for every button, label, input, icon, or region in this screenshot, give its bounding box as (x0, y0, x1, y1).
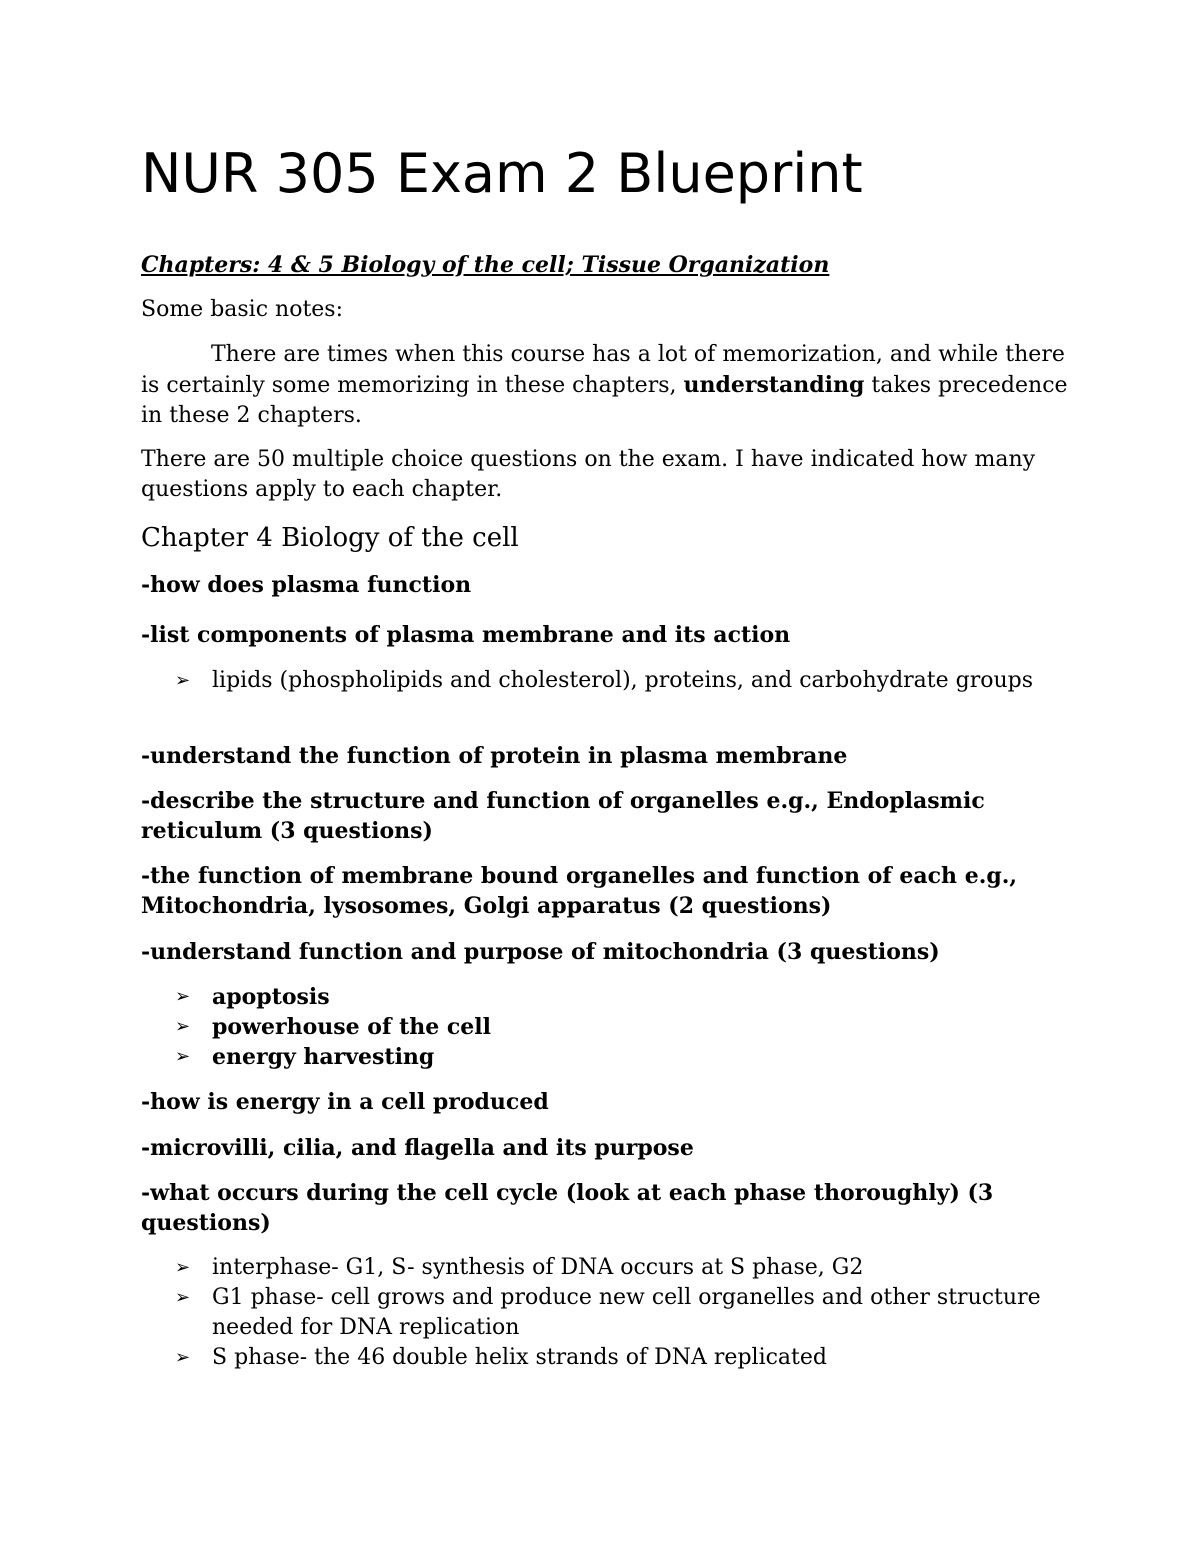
arrowhead-bullet-icon: ➢ (175, 1287, 191, 1308)
list-item-text: apoptosis (212, 984, 330, 1010)
plasma-components-list (175, 666, 1065, 696)
intro-emphasis: understanding (683, 372, 865, 398)
basic-notes-label: Some basic notes: (141, 297, 344, 322)
intro-text-2: takes precedence in these 2 chapters. (141, 373, 1068, 428)
arrowhead-bullet-icon: ➢ (175, 1016, 191, 1037)
topic-cell-cycle: -what occurs during the cell cycle (look at each phase thoroughly) (3 questions) (141, 1180, 994, 1236)
arrowhead-bullet-icon: ➢ (175, 986, 191, 1007)
chapters-subtitle: Chapters: 4 & 5 Biology of the cell; Tissue Organization (141, 252, 830, 278)
topic-plasma-components: -list components of plasma membrane and its action (141, 622, 791, 648)
list-item-text: interphase- G1, S- synthesis of DNA occurs at S phase, G2 (212, 1255, 864, 1280)
topic-plasma-function: -how does plasma function (141, 572, 472, 598)
arrowhead-bullet-icon: ➢ (175, 670, 191, 691)
list-item (175, 982, 1065, 1012)
list-item (175, 1012, 1065, 1042)
topic-energy-production: -how is energy in a cell produced (141, 1089, 549, 1115)
list-item (175, 1042, 1065, 1072)
questions-note: There are 50 multiple choice questions on the exam. I have indicated how many questions apply to each chapter. (141, 447, 1036, 502)
list-item (175, 1253, 1065, 1283)
list-item-text: lipids (phospholipids and cholesterol), proteins, and carbohydrate groups (212, 668, 1034, 693)
list-item (175, 666, 1065, 696)
list-item (175, 1343, 1065, 1373)
topic-microvilli: -microvilli, cilia, and flagella and its purpose (141, 1135, 694, 1161)
intro-paragraph (141, 340, 1071, 431)
arrowhead-bullet-icon: ➢ (175, 1046, 191, 1067)
arrowhead-bullet-icon: ➢ (175, 1257, 191, 1278)
topic-organelles-structure: -describe the structure and function of organelles e.g., Endoplasmic reticulum (3 questions) (141, 788, 985, 844)
topic-mitochondria: -understand function and purpose of mitochondria (3 questions) (141, 939, 940, 965)
list-item-text: powerhouse of the cell (212, 1014, 492, 1040)
arrowhead-bullet-icon: ➢ (175, 1347, 191, 1368)
intro-text-1: There are times when this course has a lot of memorization, and while there is certainly some memorizing in these chapters, (141, 342, 1065, 398)
mitochondria-list (175, 982, 1065, 1072)
page-title: NUR 305 Exam 2 Blueprint (141, 142, 863, 205)
topic-membrane-bound-organelles: -the function of membrane bound organelles and function of each e.g., Mitochondria, lysosomes, Golgi apparatus (2 questions) (141, 863, 1018, 919)
chapter-4-heading: Chapter 4 Biology of the cell (141, 523, 519, 553)
list-item-text: G1 phase- cell grows and produce new cell organelles and other structure needed for DNA replication (212, 1285, 1041, 1340)
list-item (175, 1283, 1065, 1343)
list-item-text: energy harvesting (212, 1044, 435, 1070)
cell-cycle-list (175, 1253, 1065, 1373)
list-item-text: S phase- the 46 double helix strands of DNA replicated (212, 1345, 827, 1370)
topic-protein-function: -understand the function of protein in plasma membrane (141, 743, 848, 769)
